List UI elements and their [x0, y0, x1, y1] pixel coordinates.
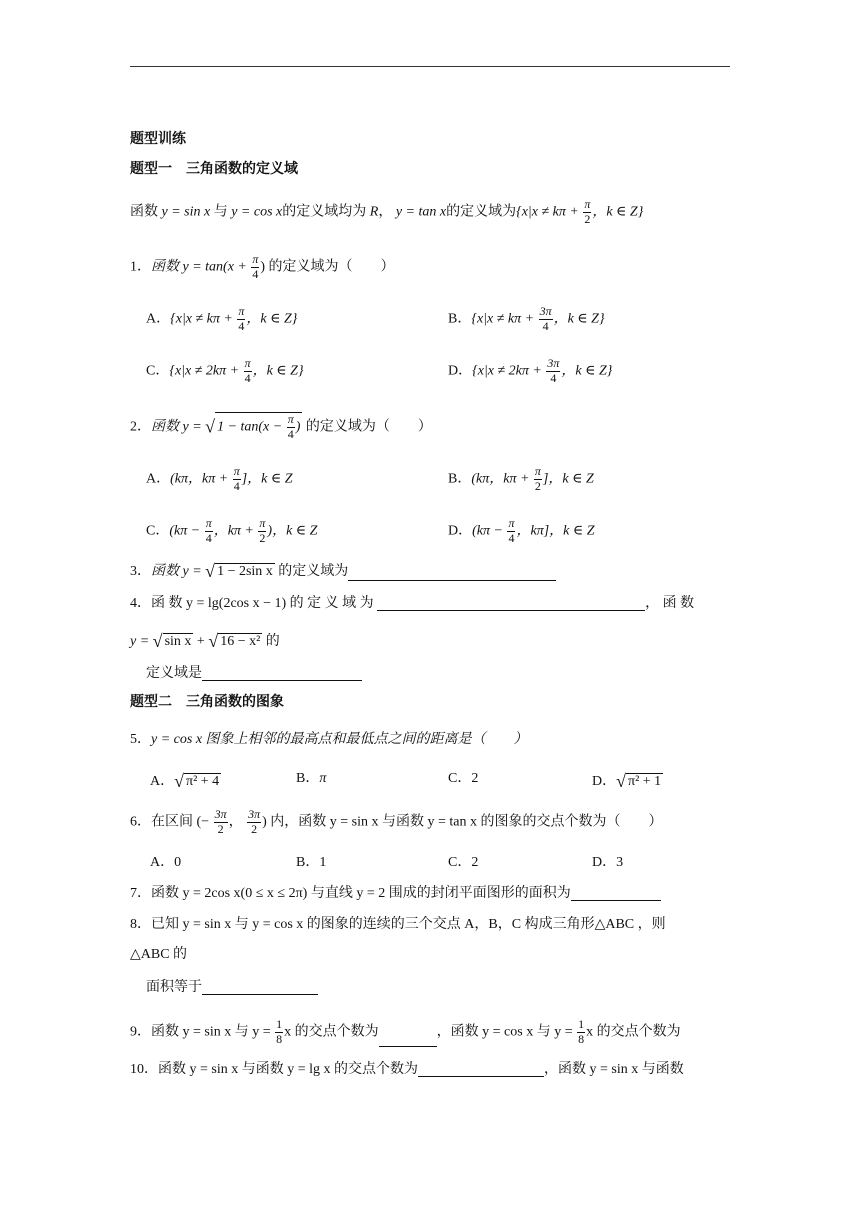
- option-fraction: $\frac{\pi}{4}$: [233, 464, 240, 493]
- q3-text-post: 的定义域为: [278, 564, 349, 579]
- option-text: ，k ∈ Z}: [252, 363, 304, 379]
- q9-text-mid2: ，函数 y = cos x 与 y =: [436, 1024, 573, 1040]
- option-value: 2: [471, 771, 479, 786]
- q6-text-post: ) 内，函数 y = sin x 与函数 y = tan x 的图象的交点个数为（ ）: [262, 814, 663, 830]
- q1-fraction: $\frac{\pi}{4}$: [252, 252, 259, 281]
- option-value: π² + 4: [186, 774, 220, 789]
- q4-line2-post: 的: [265, 634, 280, 649]
- intro-set-pre: {x|x ≠ kπ +: [516, 204, 579, 220]
- intro-f2: y = cos x: [231, 204, 283, 220]
- option-text: ，k ∈ Z}: [561, 363, 613, 379]
- option-label: D．: [448, 363, 473, 379]
- option-label: C．: [146, 523, 170, 539]
- q9-fraction-1: $\frac{1}{8}$: [276, 1017, 283, 1046]
- option-value: 0: [174, 855, 182, 870]
- q2-text-post: 的定义域为（ ）: [305, 419, 432, 435]
- topic1-title: 题型一 三角函数的定义域: [130, 162, 298, 177]
- q1-text-post: ) 的定义域为（ ）: [260, 259, 395, 275]
- radical-sign: √: [205, 561, 216, 581]
- q4-line2: [130, 632, 280, 651]
- q4-line2-pre: y =: [130, 634, 150, 649]
- q2-text-pre: 函数 y =: [151, 419, 202, 435]
- option-label: A．: [150, 855, 175, 870]
- q4-plus: +: [196, 634, 205, 649]
- radical-sign: √: [616, 771, 627, 791]
- q4-radicand-2: 16 − x²: [220, 634, 261, 649]
- q8-stem: [130, 918, 666, 932]
- header-rule: [130, 66, 730, 67]
- q2-option-b[interactable]: [448, 465, 594, 494]
- q8-text: 已知 y = sin x 与 y = cos x 的图象的连续的三个交点 A，B，C 构成三角形△ABC ，则: [151, 917, 666, 932]
- option-label: A．: [150, 774, 175, 789]
- q2-option-d[interactable]: [448, 517, 595, 546]
- q4-line3-text: 定义域是: [146, 666, 202, 681]
- option-fraction: $\frac{\pi}{2}$: [259, 516, 266, 545]
- q1-option-c[interactable]: [146, 357, 304, 386]
- option-fraction: $\frac{3\pi}{4}$: [539, 304, 552, 333]
- q6-fraction-1: $\frac{3\pi}{2}$: [214, 807, 227, 836]
- q4-text-post: ， 函 数: [645, 596, 695, 611]
- q3-text-pre: 函数 y =: [151, 564, 202, 579]
- q6-stem: [130, 808, 663, 837]
- q1-option-b[interactable]: [448, 305, 605, 334]
- q4-answer-blank-1[interactable]: [377, 596, 645, 611]
- option-label: D．: [592, 774, 617, 789]
- radical-sign: √: [205, 416, 216, 437]
- intro-f1: y = sin x: [161, 204, 211, 220]
- option-text: ，kπ]，k ∈ Z: [516, 523, 595, 539]
- q9-answer-blank-1[interactable]: [379, 1032, 437, 1047]
- q5-number: 5．: [130, 732, 151, 747]
- option-text: ，kπ +: [213, 523, 254, 539]
- option-label: C．: [448, 771, 472, 786]
- option-text: {x|x ≠ kπ +: [471, 311, 535, 327]
- option-label: B．: [296, 855, 320, 870]
- q1-option-a[interactable]: [146, 305, 297, 334]
- intro-mid: 的定义域均为: [282, 204, 367, 220]
- q10-stem: [130, 1062, 684, 1077]
- option-fraction: $\frac{\pi}{4}$: [508, 516, 515, 545]
- option-fraction: $\frac{\pi}{4}$: [244, 356, 251, 385]
- q1-option-d[interactable]: [448, 357, 612, 386]
- intro-fraction: $\frac{\pi}{2}$: [584, 197, 591, 226]
- radical-sign: √: [174, 771, 185, 791]
- q9-text-mid: x 的交点个数为: [284, 1024, 379, 1040]
- q6-option-a[interactable]: [150, 856, 181, 870]
- q6-fraction-2: $\frac{3\pi}{2}$: [248, 807, 261, 836]
- q4-line3: [146, 666, 362, 681]
- q1-number: 1．: [130, 259, 151, 275]
- q7-text: 函数 y = 2cos x(0 ≤ x ≤ 2π) 与直线 y = 2 围成的封闭平面图形的面积为: [151, 886, 571, 901]
- intro-mid2: 的定义域为: [446, 204, 517, 220]
- q2-number: 2．: [130, 419, 151, 435]
- intro-f3: y = tan x: [395, 204, 447, 220]
- option-text: ]，k ∈ Z: [241, 471, 293, 487]
- q5-option-b[interactable]: [296, 772, 326, 786]
- option-label: A．: [146, 311, 171, 327]
- q9-number: 9．: [130, 1024, 151, 1040]
- option-value: 1: [319, 855, 327, 870]
- q8-answer-blank[interactable]: [202, 980, 318, 995]
- option-label: D．: [592, 855, 617, 870]
- q4-radicand-1: sin x: [164, 634, 192, 649]
- q10-answer-blank[interactable]: [418, 1062, 544, 1077]
- q5-option-d[interactable]: [592, 772, 663, 791]
- option-fraction: $\frac{\pi}{2}$: [534, 464, 541, 493]
- option-label: C．: [448, 855, 472, 870]
- q9-text-post: x 的交点个数为: [586, 1024, 681, 1040]
- option-text: (kπ，kπ +: [170, 471, 229, 487]
- q2-option-a[interactable]: [146, 465, 293, 494]
- option-text: (kπ，kπ +: [471, 471, 530, 487]
- option-value: 3: [616, 855, 624, 870]
- q3-stem: [130, 562, 556, 581]
- option-value: π: [319, 771, 327, 786]
- option-text: ，k ∈ Z}: [246, 311, 298, 327]
- q2-option-c[interactable]: [146, 517, 317, 546]
- q10-number: 10．: [130, 1062, 158, 1077]
- q6-mid: ，: [228, 814, 243, 830]
- option-text: {x|x ≠ 2kπ +: [472, 363, 542, 379]
- option-fraction: $\frac{3\pi}{4}$: [547, 356, 560, 385]
- q6-option-c[interactable]: [448, 856, 478, 870]
- q2-radicand: 1 − tan(x − $\frac{\pi}{4}$ ): [217, 412, 301, 441]
- section-title: 题型训练: [130, 132, 186, 147]
- intro-line: [130, 198, 643, 227]
- q3-answer-blank[interactable]: [348, 566, 556, 581]
- q4-text-pre: 函 数 y = lg(2cos x − 1) 的 定 义 域 为: [151, 596, 374, 611]
- q5-text: y = cos x 图象上相邻的最高点和最低点之间的距离是（ ）: [151, 732, 528, 747]
- option-fraction: $\frac{\pi}{4}$: [238, 304, 245, 333]
- radical-sign: √: [152, 631, 163, 651]
- q6-number: 6．: [130, 814, 151, 830]
- q8-number: 8．: [130, 917, 151, 932]
- q10-text-pre: 函数 y = sin x 与函数 y = lg x 的交点个数为: [158, 1062, 419, 1077]
- option-label: B．: [296, 771, 320, 786]
- q9-fraction-2: $\frac{1}{8}$: [578, 1017, 585, 1046]
- option-text: (kπ −: [472, 523, 503, 539]
- q8-line3-text: 面积等于: [146, 980, 202, 995]
- q10-text-post: ，函数 y = sin x 与函数: [544, 1062, 684, 1077]
- q9-stem: [130, 1018, 681, 1047]
- intro-r: R: [369, 204, 379, 220]
- intro-prefix: 函数: [130, 204, 158, 220]
- q9-text-pre: 函数 y = sin x 与 y =: [151, 1024, 271, 1040]
- q3-radicand: 1 − 2sin x: [217, 564, 273, 579]
- q5-option-c[interactable]: [448, 772, 478, 786]
- q4-stem: [130, 596, 694, 611]
- option-label: C．: [146, 363, 170, 379]
- option-text: ，k ∈ Z}: [553, 311, 605, 327]
- option-text: )，k ∈ Z: [267, 523, 318, 539]
- option-value: 2: [471, 855, 479, 870]
- option-fraction: $\frac{\pi}{4}$: [205, 516, 212, 545]
- topic2-title: 题型二 三角函数的图象: [130, 695, 284, 710]
- q5-stem: [130, 733, 528, 747]
- option-text: (kπ −: [169, 523, 201, 539]
- q6-text-pre: 在区间 (−: [151, 814, 210, 830]
- q2-stem: [130, 412, 432, 442]
- q7-stem: [130, 886, 661, 901]
- q8-line2: △ABC 的: [130, 947, 188, 962]
- option-label: B．: [448, 471, 472, 487]
- q6-option-b[interactable]: [296, 856, 326, 870]
- intro-conj: 与: [213, 204, 228, 220]
- intro-set-post: ，k ∈ Z}: [592, 204, 644, 220]
- q1-text-pre: 函数 y = tan(x +: [151, 259, 247, 275]
- q7-answer-blank[interactable]: [571, 886, 661, 901]
- q8-line3: [146, 980, 318, 995]
- option-label: A．: [146, 471, 171, 487]
- option-label: B．: [448, 311, 472, 327]
- option-text: {x|x ≠ kπ +: [170, 311, 233, 327]
- q4-answer-blank-2[interactable]: [202, 666, 362, 681]
- q7-number: 7．: [130, 886, 151, 901]
- option-text: ]，k ∈ Z: [542, 471, 594, 487]
- q3-number: 3．: [130, 564, 151, 579]
- option-label: D．: [448, 523, 473, 539]
- q5-option-a[interactable]: [150, 772, 221, 791]
- intro-comma: ，: [378, 204, 393, 220]
- option-value: π² + 1: [628, 774, 662, 789]
- q1-stem: [130, 253, 395, 282]
- q4-number: 4．: [130, 596, 151, 611]
- radical-sign: √: [208, 631, 219, 651]
- q6-option-d[interactable]: [592, 856, 623, 870]
- option-text: {x|x ≠ 2kπ +: [169, 363, 240, 379]
